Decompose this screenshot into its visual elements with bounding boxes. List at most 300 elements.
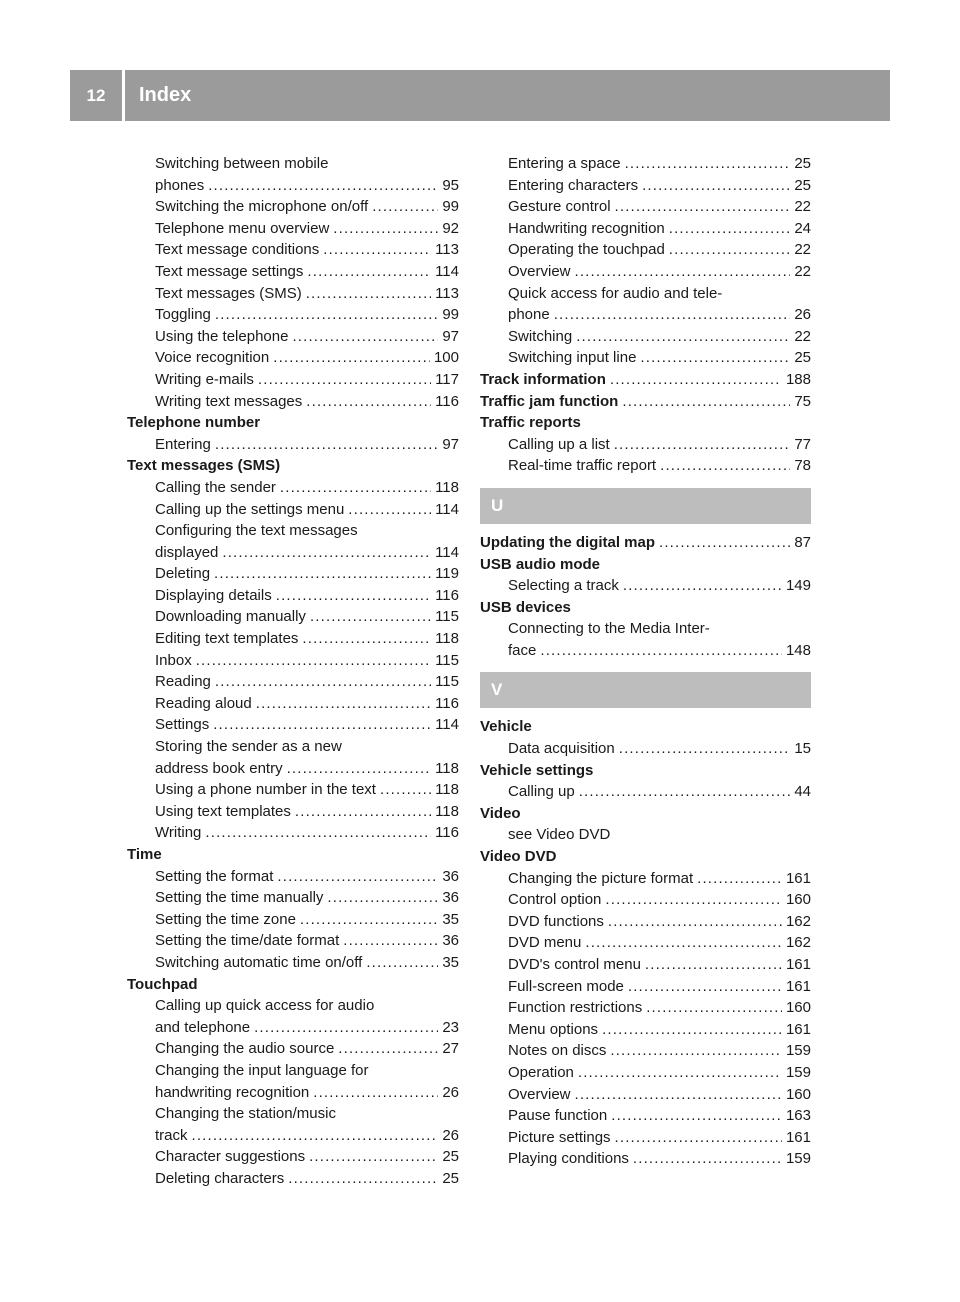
index-subentry	[480, 239, 811, 261]
entry-text: Function restrictions	[508, 999, 643, 1017]
page-reference: 95	[442, 176, 459, 194]
index-subentry	[480, 175, 811, 197]
dot-leader	[646, 997, 782, 1019]
entry-text: Using the telephone	[155, 327, 289, 345]
entry-text: Traffic jam function	[480, 392, 619, 410]
dot-leader	[288, 1168, 438, 1190]
dot-leader	[215, 434, 438, 456]
page-reference: 161	[785, 1020, 811, 1038]
index-subentry	[127, 801, 459, 823]
dot-leader	[277, 866, 438, 888]
entry-text: Telephone menu overview	[155, 219, 330, 237]
index-subentry	[480, 640, 811, 662]
index-subentry	[480, 1040, 811, 1062]
index-subentry	[127, 520, 459, 542]
index-entry	[127, 844, 459, 866]
page-reference: 99	[442, 198, 459, 216]
dot-leader	[254, 1017, 438, 1039]
dot-leader	[579, 781, 791, 803]
page-reference: 161	[785, 1128, 811, 1146]
page-reference: 113	[435, 241, 459, 259]
dot-leader	[554, 304, 791, 326]
page-reference: 15	[794, 740, 811, 758]
index-subentry	[127, 650, 459, 672]
page-reference: 161	[785, 869, 811, 887]
dot-leader	[619, 738, 791, 760]
index-subentry	[127, 218, 459, 240]
index-entry	[480, 716, 811, 738]
index-subentry	[127, 153, 459, 175]
entry-text: Overview	[508, 1085, 571, 1103]
entry-text: Time	[127, 846, 162, 863]
dot-leader	[611, 1105, 782, 1127]
index-subentry	[480, 153, 811, 175]
page-reference: 118	[435, 759, 459, 777]
entry-text: Track information	[480, 370, 606, 388]
page-reference: 161	[785, 977, 811, 995]
dot-leader	[276, 585, 431, 607]
index-subentry	[480, 1105, 811, 1127]
entry-text: Changing the audio source	[155, 1040, 335, 1058]
index-subentry	[480, 1127, 811, 1149]
page-reference: 24	[794, 219, 811, 237]
entry-text: phone	[508, 306, 550, 324]
dot-leader	[310, 606, 431, 628]
entry-text: Setting the time zone	[155, 910, 296, 928]
dot-leader	[348, 499, 431, 521]
page-reference: 115	[435, 608, 459, 626]
entry-text: Writing text messages	[155, 392, 303, 410]
index-entry	[480, 532, 811, 554]
entry-text: Text message conditions	[155, 241, 320, 259]
page-reference: 113	[435, 284, 459, 302]
index-entry	[480, 369, 811, 391]
index-entry	[127, 455, 459, 477]
dot-leader	[256, 693, 431, 715]
entry-text: Notes on discs	[508, 1042, 607, 1060]
index-entry	[127, 974, 459, 996]
entry-text: Operating the touchpad	[508, 241, 665, 259]
page-reference: 118	[435, 781, 459, 799]
index-column-left	[127, 153, 459, 1190]
dot-leader	[208, 175, 438, 197]
dot-leader	[192, 1125, 439, 1147]
entry-text: Text messages (SMS)	[155, 284, 302, 302]
index-subentry	[480, 738, 811, 760]
page-reference: 163	[785, 1107, 811, 1125]
entry-text: DVD functions	[508, 912, 604, 930]
dot-leader	[307, 261, 431, 283]
dot-leader	[602, 1019, 782, 1041]
dot-leader	[697, 868, 782, 890]
dot-leader	[215, 671, 431, 693]
index-subentry	[480, 326, 811, 348]
page-reference: 22	[794, 327, 811, 345]
entry-text: Using a phone number in the text	[155, 781, 376, 799]
dot-leader	[366, 952, 438, 974]
entry-text: Downloading manually	[155, 608, 306, 626]
entry-text: Storing the sender as a new	[155, 738, 342, 756]
dot-leader	[222, 542, 431, 564]
entry-text: Picture settings	[508, 1128, 611, 1146]
entry-text: handwriting recognition	[155, 1083, 310, 1101]
index-entry	[480, 597, 811, 619]
index-subentry	[480, 261, 811, 283]
entry-text: Deleting	[155, 565, 211, 583]
page-reference: 77	[794, 435, 811, 453]
page-reference: 160	[785, 891, 811, 909]
dot-leader	[645, 954, 782, 976]
page-reference: 75	[794, 392, 811, 410]
page-reference: 87	[794, 533, 811, 551]
entry-text: Switching between mobile	[155, 155, 329, 172]
entry-text: Toggling	[155, 306, 211, 324]
page-reference: 44	[794, 783, 811, 801]
index-subentry	[127, 671, 459, 693]
entry-text: Writing e-mails	[155, 370, 254, 388]
entry-text: Calling up the settings menu	[155, 500, 345, 518]
page-reference: 162	[785, 934, 811, 952]
dot-leader	[660, 455, 790, 477]
dot-leader	[623, 575, 782, 597]
page-reference: 162	[785, 912, 811, 930]
dot-leader	[633, 1148, 782, 1170]
index-subentry	[127, 1038, 459, 1060]
page-reference: 159	[785, 1042, 811, 1060]
entry-text: Menu options	[508, 1020, 599, 1038]
index-subentry	[480, 868, 811, 890]
page-reference: 35	[442, 953, 459, 971]
entry-text: Gesture control	[508, 198, 611, 216]
page-reference: 188	[785, 370, 811, 388]
entry-text: Handwriting recognition	[508, 219, 665, 237]
index-subentry	[127, 887, 459, 909]
index-subentry	[480, 976, 811, 998]
page-reference: 115	[435, 651, 459, 669]
dot-leader	[258, 369, 431, 391]
dot-leader	[540, 640, 782, 662]
page-header	[70, 70, 890, 121]
index-subentry	[127, 693, 459, 715]
entry-text: Voice recognition	[155, 349, 270, 367]
index-subentry	[480, 932, 811, 954]
entry-text: Switching automatic time on/off	[155, 953, 363, 971]
entry-text: Overview	[508, 262, 571, 280]
index-subentry	[127, 261, 459, 283]
dot-leader	[628, 976, 782, 998]
entry-text: Settings	[155, 716, 210, 734]
page-reference: 117	[435, 370, 459, 388]
page-reference: 25	[794, 176, 811, 194]
entry-text: Deleting characters	[155, 1169, 285, 1187]
dot-leader	[214, 563, 431, 585]
entry-text: Switching input line	[508, 349, 637, 367]
index-subentry	[127, 736, 459, 758]
page-reference: 116	[435, 694, 459, 712]
page-reference: 116	[435, 392, 459, 410]
entry-text: Setting the time/date format	[155, 932, 340, 950]
entry-text: Setting the format	[155, 867, 274, 885]
index-subentry	[127, 347, 459, 369]
page-reference: 118	[435, 802, 459, 820]
index-subentry	[127, 196, 459, 218]
entry-text: USB audio mode	[480, 555, 601, 573]
page-reference: 36	[442, 867, 459, 885]
index-subentry	[127, 477, 459, 499]
page-reference: 115	[435, 673, 459, 691]
dot-leader	[302, 628, 431, 650]
index-subentry	[127, 434, 459, 456]
page-reference: 159	[785, 1063, 811, 1081]
index-subentry	[127, 304, 459, 326]
page-reference: 92	[442, 219, 459, 237]
page-reference: 25	[442, 1148, 459, 1166]
entry-text: Quick access for audio and tele-	[508, 284, 723, 302]
index-entry	[480, 803, 811, 825]
index-subentry	[480, 347, 811, 369]
entry-text: Entering	[155, 435, 211, 453]
dot-leader	[575, 1084, 782, 1106]
page-reference: 36	[442, 932, 459, 950]
index-subentry	[127, 995, 459, 1017]
entry-text: Entering a space	[508, 155, 621, 172]
dot-leader	[622, 391, 790, 413]
entry-text: and telephone	[155, 1018, 251, 1036]
entry-text: Vehicle settings	[480, 761, 594, 779]
entry-text: Reading	[155, 673, 211, 691]
entry-text: see Video DVD	[508, 826, 611, 844]
index-subentry	[127, 1060, 459, 1082]
index-subentry	[480, 455, 811, 477]
entry-text: Character suggestions	[155, 1148, 306, 1166]
index-letter-heading: V	[480, 672, 811, 708]
entry-text: Calling up	[508, 783, 575, 801]
page-reference: 118	[435, 478, 459, 496]
index-subentry	[480, 283, 811, 305]
index-subentry	[480, 218, 811, 240]
index-subentry	[127, 326, 459, 348]
dot-leader	[215, 304, 438, 326]
dot-leader	[323, 239, 431, 261]
index-subentry	[480, 1019, 811, 1041]
index-subentry	[127, 391, 459, 413]
dot-leader	[610, 369, 782, 391]
index-letter-heading: U	[480, 488, 811, 524]
page-reference: 149	[785, 577, 811, 595]
dot-leader	[578, 1062, 782, 1084]
page-reference: 25	[442, 1169, 459, 1187]
entry-text: Real-time traffic report	[508, 457, 657, 475]
dot-leader	[669, 239, 791, 261]
page-reference: 114	[435, 262, 459, 280]
entry-text: DVD's control menu	[508, 956, 641, 973]
dot-leader	[300, 909, 438, 931]
entry-text: Editing text templates	[155, 630, 299, 648]
entry-text: Writing	[155, 824, 202, 842]
entry-text: Selecting a track	[508, 577, 619, 595]
page-number: 12	[70, 70, 125, 121]
index-subentry	[127, 1103, 459, 1125]
index-entry	[480, 391, 811, 413]
dot-leader	[576, 326, 790, 348]
page-title: Index	[139, 84, 192, 106]
dot-leader	[610, 1040, 782, 1062]
dot-leader	[205, 822, 431, 844]
index-subentry	[127, 779, 459, 801]
dot-leader	[669, 218, 791, 240]
page-reference: 26	[442, 1083, 459, 1101]
index-subentry	[127, 585, 459, 607]
entry-text: Changing the station/music	[155, 1105, 336, 1123]
entry-text: phones	[155, 176, 205, 194]
entry-text: Traffic reports	[480, 414, 581, 432]
dot-leader	[273, 347, 430, 369]
entry-text: Data acquisition	[508, 740, 615, 758]
dot-leader	[640, 347, 790, 369]
page-reference: 22	[794, 241, 811, 259]
entry-text: Text message settings	[155, 262, 304, 280]
page-reference: 97	[442, 435, 459, 453]
entry-text: Playing conditions	[508, 1150, 629, 1168]
entry-text: Telephone number	[127, 414, 261, 432]
index-subentry	[127, 1082, 459, 1104]
index-subentry	[480, 1084, 811, 1106]
page-reference: 27	[442, 1040, 459, 1058]
entry-text: Entering characters	[508, 176, 639, 194]
dot-leader	[309, 1146, 438, 1168]
dot-leader	[292, 326, 438, 348]
dot-leader	[333, 218, 438, 240]
index-entry	[127, 412, 459, 434]
index-subentry	[127, 866, 459, 888]
index-subentry	[127, 369, 459, 391]
dot-leader	[615, 1127, 782, 1149]
index-subentry	[480, 781, 811, 803]
page-reference: 23	[442, 1018, 459, 1036]
index-subentry	[127, 283, 459, 305]
index-subentry	[480, 954, 811, 976]
index-subentry	[127, 563, 459, 585]
entry-text: Reading aloud	[155, 694, 252, 712]
entry-text: address book entry	[155, 759, 283, 777]
page-reference: 148	[785, 641, 811, 659]
dot-leader	[608, 911, 782, 933]
index-entry	[480, 412, 811, 434]
index-entry	[480, 760, 811, 782]
page-reference: 161	[785, 956, 811, 973]
index-subentry	[127, 499, 459, 521]
entry-text: Changing the input language for	[155, 1061, 369, 1079]
entry-text: Calling the sender	[155, 478, 276, 496]
page-reference: 160	[785, 1085, 811, 1103]
entry-text: Updating the digital map	[480, 533, 655, 551]
index-subentry	[127, 1168, 459, 1190]
page-reference: 119	[435, 565, 459, 583]
entry-text: Vehicle	[480, 718, 532, 736]
page-reference: 100	[433, 349, 459, 367]
dot-leader	[343, 930, 438, 952]
index-entry	[480, 554, 811, 576]
entry-text: track	[155, 1126, 188, 1144]
index-subentry	[127, 239, 459, 261]
index-subentry	[480, 196, 811, 218]
entry-text: Changing the picture format	[508, 869, 694, 887]
index-subentry	[127, 628, 459, 650]
dot-leader	[614, 434, 791, 456]
index-subentry	[127, 952, 459, 974]
dot-leader	[605, 889, 782, 911]
page-reference: 25	[794, 349, 811, 367]
entry-text: Calling up quick access for audio	[155, 997, 375, 1015]
entry-text: Connecting to the Media Inter-	[508, 620, 710, 638]
index-subentry	[480, 889, 811, 911]
entry-text: Operation	[508, 1063, 574, 1081]
dot-leader	[196, 650, 431, 672]
index-subentry	[480, 911, 811, 933]
index-subentry	[127, 606, 459, 628]
page-reference: 160	[785, 999, 811, 1017]
dot-leader	[642, 175, 790, 197]
index-subentry	[480, 824, 811, 846]
page-reference: 114	[435, 716, 459, 734]
index-subentry	[127, 930, 459, 952]
index-subentry	[127, 758, 459, 780]
index-subentry	[127, 175, 459, 197]
entry-text: Using text templates	[155, 802, 291, 820]
dot-leader	[306, 283, 431, 305]
dot-leader	[625, 153, 791, 175]
page-reference: 35	[442, 910, 459, 928]
page-reference: 26	[442, 1126, 459, 1144]
entry-text: Switching	[508, 327, 573, 345]
index-subentry	[480, 618, 811, 640]
entry-text: Displaying details	[155, 586, 272, 604]
index-subentry	[480, 997, 811, 1019]
dot-leader	[295, 801, 431, 823]
page-reference: 114	[435, 500, 459, 518]
index-subentry	[127, 1146, 459, 1168]
dot-leader	[615, 196, 791, 218]
dot-leader	[575, 261, 791, 283]
index-subentry	[480, 1148, 811, 1170]
entry-text: DVD menu	[508, 934, 582, 952]
page-reference: 26	[794, 306, 811, 324]
entry-text: Switching the microphone on/off	[155, 198, 369, 216]
page-reference: 116	[435, 586, 459, 604]
index-subentry	[480, 1062, 811, 1084]
entry-text: Configuring the text messages	[155, 522, 358, 540]
index-subentry	[127, 822, 459, 844]
dot-leader	[213, 714, 431, 736]
page-reference: 36	[442, 889, 459, 907]
page-reference: 25	[794, 155, 811, 172]
dot-leader	[287, 758, 432, 780]
index-column-right	[480, 153, 811, 1170]
dot-leader	[659, 532, 790, 554]
dot-leader	[372, 196, 438, 218]
entry-text: Video	[480, 804, 521, 822]
entry-text: Touchpad	[127, 975, 198, 993]
entry-text: face	[508, 641, 537, 659]
dot-leader	[306, 391, 431, 413]
page-reference: 97	[442, 327, 459, 345]
dot-leader	[280, 477, 431, 499]
dot-leader	[585, 932, 782, 954]
index-subentry	[480, 575, 811, 597]
entry-text: Setting the time manually	[155, 889, 324, 907]
page-reference: 78	[794, 457, 811, 475]
index-subentry	[480, 304, 811, 326]
